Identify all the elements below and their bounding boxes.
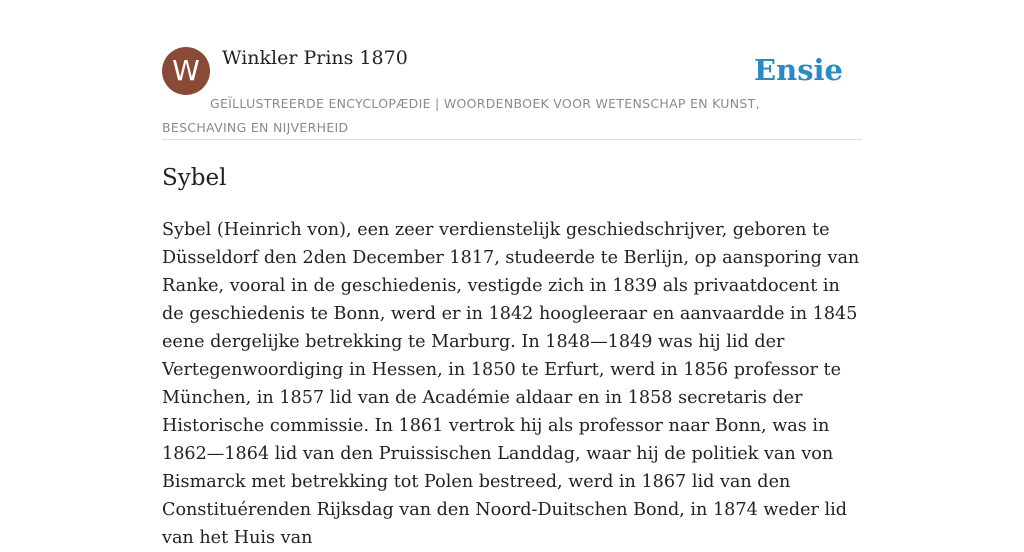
entry-body	[162, 216, 866, 552]
source-subtitle: GEÏLLUSTREERDE ENCYCLOPÆDIE | WOORDENBOEK VOOR WETENSCHAP EN KUNST, BESCHAVING EN NIJVERHEID	[162, 96, 760, 135]
header	[162, 46, 862, 140]
entry-paragraph: Sybel (Heinrich von), een zeer verdienstelijk geschiedschrijver, geboren te Düsseldorf den 2den December 1817, studeerde te Berlijn, op aansporing van Ranke, vooral in de geschiedenis, vestigde zich in 1839 als privaatdocent in de geschiedenis te Bonn, werd er in 1842 hoogleeraar en aanvaardde in 1845 eene dergelijke betrekking te Marburg. In 1848—1849 was hij lid der Vertegenwoordiging in Hessen, in 1850 te Erfurt, werd in 1856 professor te München, in 1857 lid van de Académie aldaar en in 1858 secretaris der Historische commissie. In 1861 vertrok hij als professor naar Bonn, was in 1862—1864 lid van den Pruissischen Landdag, waar hij de politiek van von Bismarck met betrekking tot Polen bestreed, werd in 1867 lid van den Constituérenden Rijksdag van den Noord-Duitschen Bond, in 1874 weder lid van het Huis van	[162, 220, 860, 548]
entry-title: Sybel	[162, 165, 227, 191]
brand-logo[interactable]: Ensie	[754, 53, 843, 87]
source-avatar[interactable]: W	[162, 47, 210, 95]
source-title[interactable]: Winkler Prins 1870	[222, 47, 408, 69]
